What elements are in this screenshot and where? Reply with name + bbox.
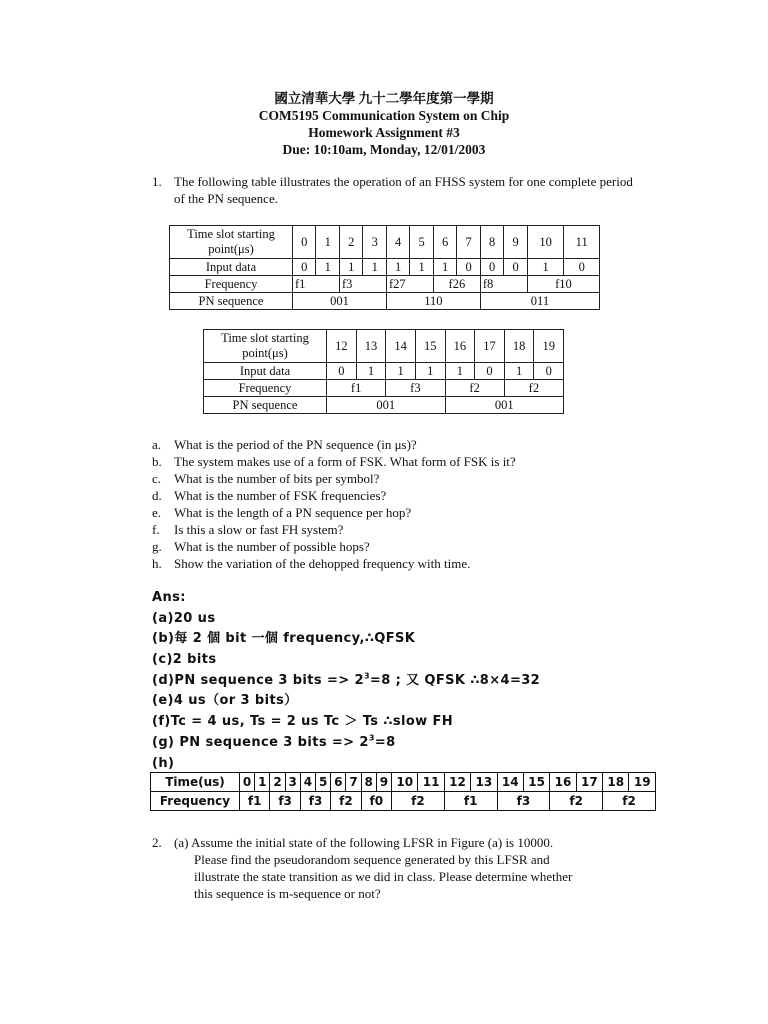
dehopped-frequency-table xyxy=(150,772,656,811)
table-cell: 0 xyxy=(240,773,255,792)
table-row xyxy=(204,330,564,363)
item-text: What is the number of possible hops? xyxy=(174,539,370,554)
table-cell: 0 xyxy=(534,363,564,380)
answer-f: (f)Tc = 4 us, Ts = 2 us Tc ＞ Ts ∴slow FH xyxy=(152,714,454,730)
table-cell: 5 xyxy=(316,773,331,792)
answer-h: (h) xyxy=(152,755,175,771)
table-cell: 0 xyxy=(475,363,505,380)
course-title: COM5195 Communication System on Chip xyxy=(258,108,510,123)
table-row xyxy=(151,792,656,811)
table-cell: 2 xyxy=(339,226,362,259)
table-cell: f2 xyxy=(603,792,656,811)
table-cell: 4 xyxy=(300,773,315,792)
row-label: PN sequence xyxy=(170,293,293,310)
item-label: g. xyxy=(152,539,162,554)
table-cell: f2 xyxy=(392,792,445,811)
table-cell: 7 xyxy=(457,226,480,259)
table-cell: 001 xyxy=(293,293,387,310)
table-cell: 001 xyxy=(327,397,446,414)
table-cell: 8 xyxy=(361,773,376,792)
answer-g-text: (g) PN sequence 3 bits => 2 xyxy=(152,734,369,750)
table-cell: 18 xyxy=(504,330,534,363)
table-cell: 10 xyxy=(527,226,564,259)
table-cell: f1 xyxy=(327,380,386,397)
table-cell: 011 xyxy=(480,293,599,310)
table-cell: 13 xyxy=(356,330,386,363)
table-cell: 1 xyxy=(410,259,433,276)
table-cell: 7 xyxy=(346,773,361,792)
table-cell: f3 xyxy=(339,276,386,293)
answer-a: (a)20 us xyxy=(152,610,216,626)
table-row xyxy=(170,259,600,276)
answer-e: (e)4 us（or 3 bits） xyxy=(152,693,298,709)
table-cell: 3 xyxy=(363,226,386,259)
table-cell: 1 xyxy=(316,226,339,259)
item-text: The system makes use of a form of FSK. What form of FSK is it? xyxy=(174,454,516,469)
row-label: Frequency xyxy=(151,792,240,811)
table-cell: 1 xyxy=(316,259,339,276)
item-label: h. xyxy=(152,556,162,571)
table-row xyxy=(170,293,600,310)
text-line: illustrate the state transition as we did in class. Please determine whether xyxy=(194,869,573,884)
row-label: Input data xyxy=(170,259,293,276)
table-cell: f26 xyxy=(433,276,480,293)
table-cell: 10 xyxy=(392,773,418,792)
table-cell: 1 xyxy=(527,259,564,276)
table-cell: 19 xyxy=(629,773,656,792)
fhss-table-1 xyxy=(169,225,600,310)
text-line: Please find the pseudorandom sequence generated by this LFSR and xyxy=(194,852,550,867)
table-cell: f8 xyxy=(480,276,527,293)
answer-d-text: (d)PN sequence 3 bits => 2 xyxy=(152,672,364,688)
table-cell: f2 xyxy=(550,792,603,811)
item-text: What is the number of bits per symbol? xyxy=(174,471,380,486)
table-cell: 0 xyxy=(457,259,480,276)
table-cell: f3 xyxy=(270,792,300,811)
table-cell: 1 xyxy=(363,259,386,276)
answer-d xyxy=(152,671,540,692)
table-cell: 1 xyxy=(415,363,445,380)
answer-g xyxy=(152,733,540,754)
assignment-title: Homework Assignment #3 xyxy=(308,125,460,140)
item-text: What is the length of a PN sequence per hop? xyxy=(174,505,412,520)
table-cell: 4 xyxy=(386,226,409,259)
table-row xyxy=(204,363,564,380)
table-cell: 0 xyxy=(293,259,316,276)
table-cell: 11 xyxy=(564,226,600,259)
table-cell: 18 xyxy=(603,773,629,792)
table-cell: 17 xyxy=(475,330,505,363)
table-cell: 3 xyxy=(285,773,300,792)
table-cell: 0 xyxy=(564,259,600,276)
row-label: Time slot starting point(μs) xyxy=(204,330,327,363)
table-cell: 11 xyxy=(418,773,444,792)
table-cell: 9 xyxy=(376,773,391,792)
table-cell: 1 xyxy=(433,259,456,276)
table-cell: 5 xyxy=(410,226,433,259)
table-cell: 9 xyxy=(504,226,527,259)
university-term-line: 國立清華大學 九十二學年度第一學期 xyxy=(274,91,494,106)
table-cell: f1 xyxy=(293,276,340,293)
table-row xyxy=(204,397,564,414)
answers-block xyxy=(152,588,540,774)
table-cell: 0 xyxy=(327,363,357,380)
table-cell: f0 xyxy=(361,792,391,811)
table-cell: 110 xyxy=(386,293,480,310)
table-cell: f1 xyxy=(444,792,497,811)
question-text-continued xyxy=(194,851,664,902)
table-cell: 12 xyxy=(327,330,357,363)
table-cell: 6 xyxy=(433,226,456,259)
table-cell: 0 xyxy=(293,226,316,259)
text-line: this sequence is m-sequence or not? xyxy=(194,886,381,901)
table-cell: 12 xyxy=(444,773,470,792)
row-label: Frequency xyxy=(170,276,293,293)
table-cell: 13 xyxy=(471,773,497,792)
answer-d-exponent: 3 xyxy=(363,671,370,681)
item-label: e. xyxy=(152,505,162,520)
row-label: Input data xyxy=(204,363,327,380)
table-cell: 16 xyxy=(550,773,576,792)
due-date: Due: 10:10am, Monday, 12/01/2003 xyxy=(282,142,486,157)
item-label: b. xyxy=(152,454,162,469)
table-cell: 17 xyxy=(576,773,602,792)
table-cell: 1 xyxy=(445,363,475,380)
table-cell: f2 xyxy=(504,380,563,397)
table-cell: 8 xyxy=(480,226,503,259)
table-cell: f10 xyxy=(527,276,599,293)
table-cell: f2 xyxy=(445,380,504,397)
answers-title: Ans: xyxy=(152,590,186,605)
answer-g-text-end: =8 xyxy=(374,734,396,750)
table-cell: f3 xyxy=(497,792,550,811)
item-text: What is the period of the PN sequence (in μs)? xyxy=(174,437,417,452)
question-number: 1. xyxy=(152,174,162,189)
table-cell: 19 xyxy=(534,330,564,363)
table-cell: f1 xyxy=(240,792,270,811)
table-cell: 14 xyxy=(497,773,523,792)
table-row xyxy=(151,773,656,792)
item-text: Is this a slow or fast FH system? xyxy=(174,522,344,537)
table-cell: 15 xyxy=(523,773,549,792)
table-row xyxy=(170,226,600,259)
table-row xyxy=(204,380,564,397)
table-cell: 1 xyxy=(386,363,416,380)
table-cell: 0 xyxy=(480,259,503,276)
table-cell: 1 xyxy=(356,363,386,380)
document-header xyxy=(0,90,768,158)
fhss-table-2 xyxy=(203,329,564,414)
answer-b: (b)每 2 個 bit 一個 frequency,∴QFSK xyxy=(152,631,416,647)
table-cell: 1 xyxy=(504,363,534,380)
item-label: c. xyxy=(152,471,162,486)
table-cell: 1 xyxy=(339,259,362,276)
question-text: (a) Assume the initial state of the following LFSR in Figure (a) is 10000. xyxy=(174,835,554,850)
item-label: a. xyxy=(152,437,162,452)
table-cell: f3 xyxy=(386,380,445,397)
table-cell: 001 xyxy=(445,397,564,414)
table-cell: f2 xyxy=(331,792,361,811)
item-label: d. xyxy=(152,488,162,503)
table-cell: 14 xyxy=(386,330,416,363)
table-cell: 2 xyxy=(270,773,285,792)
table-cell: 15 xyxy=(415,330,445,363)
answer-d-text-end: =8 ; 又 QFSK ∴8×4=32 xyxy=(369,672,541,688)
table-cell: 1 xyxy=(386,259,409,276)
answer-g-exponent: 3 xyxy=(368,733,375,743)
table-cell: 16 xyxy=(445,330,475,363)
question-text: The following table illustrates the operation of an FHSS system for one complete period of the PN sequence. xyxy=(174,174,633,206)
question-number: 2. xyxy=(152,835,162,850)
row-label: PN sequence xyxy=(204,397,327,414)
table-cell: f3 xyxy=(300,792,330,811)
table-row xyxy=(170,276,600,293)
table-cell: f27 xyxy=(386,276,433,293)
row-label: Frequency xyxy=(204,380,327,397)
table-cell: 0 xyxy=(504,259,527,276)
answer-c: (c)2 bits xyxy=(152,652,217,668)
item-text: What is the number of FSK frequencies? xyxy=(174,488,387,503)
row-label: Time slot starting point(μs) xyxy=(170,226,293,259)
item-text: Show the variation of the dehopped frequency with time. xyxy=(174,556,471,571)
item-label: f. xyxy=(152,522,160,537)
row-label: Time(us) xyxy=(151,773,240,792)
table-cell: 1 xyxy=(255,773,270,792)
table-cell: 6 xyxy=(331,773,346,792)
